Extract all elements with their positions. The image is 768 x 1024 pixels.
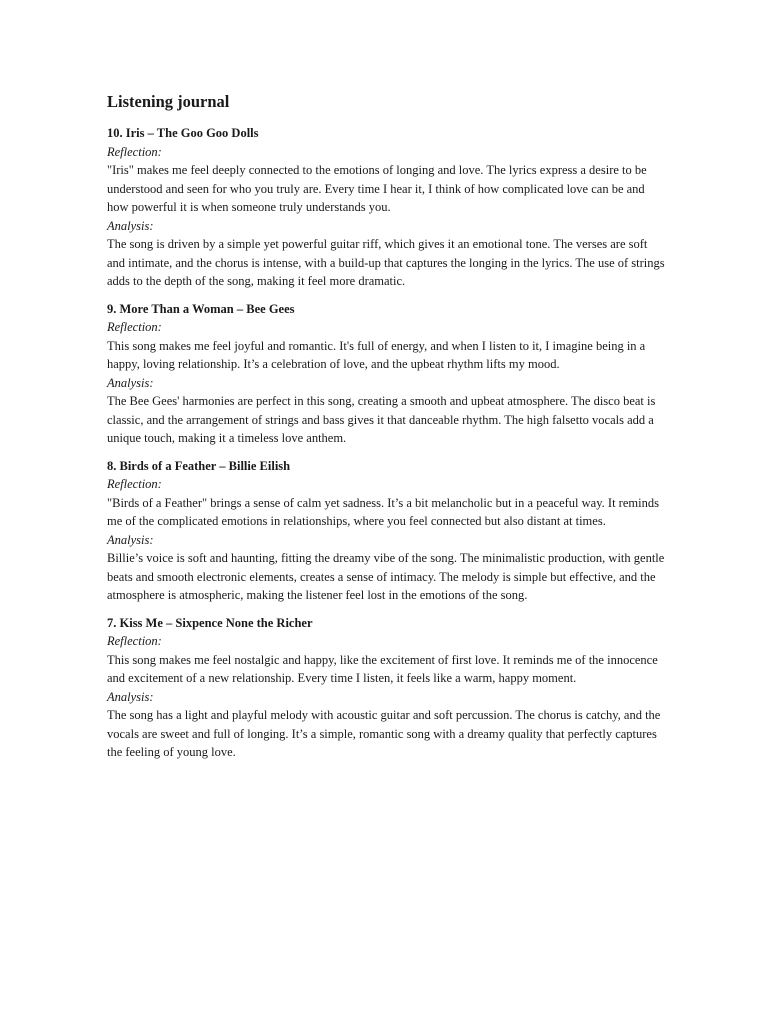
analysis-text: The song has a light and playful melody with acoustic guitar and soft percussion. The chorus is catchy, and the vocals are sweet and full of longing. It’s a simple, romantic song with a dreamy quality that perfectly captures the feeling of young love. (107, 708, 661, 759)
entry-title: 9. More Than a Woman – Bee Gees (107, 301, 295, 316)
analysis-text: The song is driven by a simple yet powerful guitar riff, which gives it an emotional tone. The verses are soft and intimate, and the chorus is intense, with a build-up that captures the longing in the lyrics. The use of strings adds to the depth of the song, making it feel more dramatic. (107, 237, 665, 288)
analysis-label: Analysis: (107, 218, 154, 233)
analysis-text: Billie’s voice is soft and haunting, fitting the dreamy vibe of the song. The minimalistic production, with gentle beats and smooth electronic elements, creates a sense of intimacy. The melody is simple but effective, and the atmosphere is atmospheric, making the listener feel lost in the emotions of the song. (107, 551, 665, 602)
entry-title: 10. Iris – The Goo Goo Dolls (107, 126, 259, 140)
analysis-label: Analysis: (107, 532, 154, 547)
journal-entry (107, 457, 667, 605)
reflection-text: "Birds of a Feather" brings a sense of calm yet sadness. It’s a bit melancholic but in a peaceful way. It reminds me of the complicated emotions in relationships, where you feel connected but also distant at times. (107, 495, 659, 528)
entry-title: 8. Birds of a Feather – Billie Eilish (107, 458, 291, 473)
entry-title: 7. Kiss Me – Sixpence None the Richer (107, 615, 313, 630)
page-title: Listening journal (107, 92, 230, 111)
analysis-text: The Bee Gees' harmonies are perfect in this song, creating a smooth and upbeat atmosphere. The disco beat is classic, and the arrangement of strings and bass gives it that danceable rhythm. The high falsetto vocals add a unique touch, making it a timeless love anthem. (107, 394, 656, 445)
journal-entry (107, 300, 667, 448)
analysis-label: Analysis: (107, 689, 154, 704)
reflection-label: Reflection: (107, 634, 162, 648)
reflection-label: Reflection: (107, 320, 162, 334)
reflection-label: Reflection: (107, 144, 162, 159)
analysis-label: Analysis: (107, 375, 154, 390)
journal-entry (107, 124, 667, 291)
reflection-text: "Iris" makes me feel deeply connected to the emotions of longing and love. The lyrics express a desire to be understood and seen for who you truly are. Every time I hear it, I think of how complicated love can be and how powerful it is when someone truly understands you. (107, 163, 647, 214)
reflection-text: This song makes me feel joyful and romantic. It's full of energy, and when I listen to it, I imagine being in a happy, loving relationship. It’s a celebration of love, and the upbeat rhythm lifts my mood. (107, 338, 646, 371)
document-page (107, 92, 667, 771)
journal-entry (107, 614, 667, 762)
reflection-text: This song makes me feel nostalgic and happy, like the excitement of first love. It reminds me of the innocence and excitement of a new relationship. Every time I listen, it feels like a warm, happy moment. (107, 652, 658, 685)
reflection-label: Reflection: (107, 477, 162, 491)
